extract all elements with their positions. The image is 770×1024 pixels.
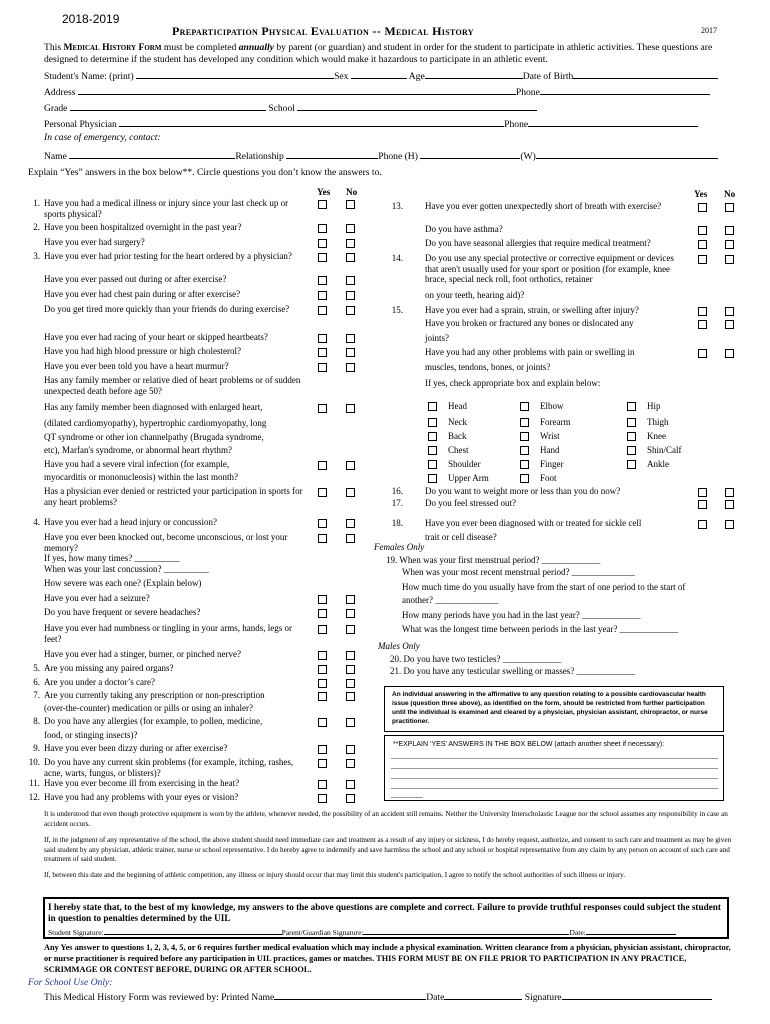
question-text: When was your last concussion? __________ bbox=[44, 564, 209, 574]
body-part-checkbox[interactable] bbox=[627, 446, 636, 455]
body-part-checkbox[interactable] bbox=[520, 432, 529, 441]
relationship-label: Relationship bbox=[235, 151, 284, 162]
yes-checkbox[interactable] bbox=[698, 320, 707, 329]
reviewer-signature-label: Signature bbox=[524, 992, 562, 1003]
question-text: Have you had a medical illness or injury since your last check up or sports physical? bbox=[44, 198, 289, 219]
question-number: 3. bbox=[33, 251, 40, 261]
explain-line[interactable] bbox=[391, 788, 718, 789]
no-checkbox[interactable] bbox=[346, 718, 355, 727]
period-cycle-answer: another? ______________ bbox=[402, 595, 499, 605]
body-part-checkbox[interactable] bbox=[428, 402, 437, 411]
yes-checkbox[interactable] bbox=[318, 276, 327, 285]
yes-checkbox[interactable] bbox=[318, 200, 327, 209]
no-checkbox[interactable] bbox=[725, 500, 734, 509]
no-checkbox[interactable] bbox=[346, 609, 355, 618]
review-date-field[interactable] bbox=[444, 990, 522, 1000]
no-checkbox[interactable] bbox=[346, 745, 355, 754]
question-text: Do you have frequent or severe headaches? bbox=[44, 607, 201, 617]
question-number: 1. bbox=[33, 198, 40, 208]
question-text: Have you ever had a seizure? bbox=[44, 593, 150, 603]
intro-form-name: Medical History Form bbox=[63, 42, 162, 53]
physician-phone-label: Phone bbox=[504, 119, 529, 130]
body-part-checkbox[interactable] bbox=[428, 432, 437, 441]
liability-paragraph: It is understood that even though protective equipment is worn by the athlete, whenever needed, the possibility of an accident still remains. Neither the University Interscholastic League nor the school assumes any responsibility in case an accident occurs. bbox=[44, 810, 728, 828]
school-use-heading: For School Use Only: bbox=[28, 977, 113, 988]
dob-label: Date of Birth bbox=[522, 71, 574, 82]
yes-checkbox[interactable] bbox=[318, 595, 327, 604]
reviewer-row bbox=[44, 990, 712, 1003]
question-number: 7. bbox=[33, 690, 40, 700]
body-part-label: Head bbox=[448, 401, 467, 411]
yes-checkbox[interactable] bbox=[318, 609, 327, 618]
question-text: Have you had any problems with your eyes or vision? bbox=[44, 792, 239, 802]
phone-field[interactable] bbox=[540, 85, 710, 95]
question-text: on your teeth, hearing aid)? bbox=[425, 290, 525, 300]
left-no-header: No bbox=[346, 187, 358, 197]
question-number: 2. bbox=[33, 222, 40, 232]
first-period-question: 19. When was your first menstrual period? _____________ bbox=[386, 555, 601, 565]
body-part-checkbox[interactable] bbox=[428, 474, 437, 483]
no-checkbox[interactable] bbox=[346, 334, 355, 343]
clearance-requirement: Any Yes answer to questions 1, 2, 3, 4, 5, or 6 requires further medical evaluation which may include a physical examination. Written clearance from a physician, physician assistant, chiropractor, or nurse practitioner is required before any participation in UIL practices, games or matches. THIS FORM MUST BE ON FILE PRIOR TO PARTICIPATION IN ANY PRACTICE, SCRIMMAGE OR CONTEST BEFORE, DURING OR AFTER SCHOOL. bbox=[44, 943, 731, 974]
question-number: 9. bbox=[33, 743, 40, 753]
question-number: 12. bbox=[28, 792, 40, 802]
body-part-checkbox[interactable] bbox=[428, 460, 437, 469]
question-text: Have you ever had chest pain during or after exercise? bbox=[44, 289, 241, 299]
physician-field[interactable] bbox=[119, 117, 504, 127]
physician-phone-field[interactable] bbox=[528, 117, 698, 127]
yes-checkbox[interactable] bbox=[318, 291, 327, 300]
question-text: Have you ever been dizzy during or after exercise? bbox=[44, 743, 228, 753]
yes-checkbox[interactable] bbox=[318, 224, 327, 233]
phone-label: Phone bbox=[515, 87, 540, 98]
left-yes-header: Yes bbox=[317, 187, 331, 197]
no-checkbox[interactable] bbox=[346, 276, 355, 285]
question-text: etc), Marfan's syndrome, or abnormal heart rhythm? bbox=[44, 445, 233, 455]
emergency-info-row bbox=[44, 149, 718, 163]
school-year: 2018-2019 bbox=[62, 12, 120, 26]
no-checkbox[interactable] bbox=[346, 461, 355, 470]
student-name-label: Student's Name: (print) bbox=[44, 71, 134, 82]
no-checkbox[interactable] bbox=[346, 253, 355, 262]
contact-name-field[interactable] bbox=[69, 149, 235, 159]
student-info-row-2 bbox=[44, 85, 710, 99]
no-checkbox[interactable] bbox=[725, 203, 734, 212]
relationship-field[interactable] bbox=[286, 149, 378, 159]
question-text: Do you have any current skin problems (for example, itching, rashes, acne, warts, fungus, or blisters)? bbox=[44, 757, 294, 778]
no-checkbox[interactable] bbox=[346, 759, 355, 768]
intro-text: by parent (or guardian) and student in order for the student to participate in athletic activities. These questions are designed to determine if the student has developed any condition which would make it hazardous to participate in an athletic event. bbox=[44, 42, 713, 65]
no-checkbox[interactable] bbox=[346, 200, 355, 209]
yes-checkbox[interactable] bbox=[318, 461, 327, 470]
period-cycle-question: How much time do you usually have from the start of one period to the start of bbox=[402, 582, 686, 592]
yes-checkbox[interactable] bbox=[698, 349, 707, 358]
no-checkbox[interactable] bbox=[346, 239, 355, 248]
question-text: joints? bbox=[425, 333, 449, 343]
no-checkbox[interactable] bbox=[346, 692, 355, 701]
body-part-label: Shoulder bbox=[448, 459, 481, 469]
body-part-checkbox[interactable] bbox=[520, 402, 529, 411]
question-text: Have you ever had racing of your heart or skipped heartbeats? bbox=[44, 332, 268, 342]
body-part-checkbox[interactable] bbox=[520, 460, 529, 469]
no-checkbox[interactable] bbox=[346, 224, 355, 233]
question-text: myocarditis or mononucleosis) within the last month? bbox=[44, 472, 238, 482]
explain-yes-answers-box[interactable] bbox=[384, 735, 724, 801]
yes-checkbox[interactable] bbox=[698, 255, 707, 264]
no-checkbox[interactable] bbox=[346, 306, 355, 315]
intro-paragraph bbox=[44, 42, 729, 66]
question-text: Are you under a doctor’s care? bbox=[44, 677, 156, 687]
no-checkbox[interactable] bbox=[725, 520, 734, 529]
student-info-row-4 bbox=[44, 117, 698, 131]
dob-field[interactable] bbox=[573, 69, 718, 79]
question-text: Do you want to weight more or less than you do now? bbox=[425, 486, 621, 496]
reviewer-signature-field[interactable] bbox=[562, 990, 712, 1000]
yes-checkbox[interactable] bbox=[318, 679, 327, 688]
question-number: 13. bbox=[391, 201, 403, 211]
body-part-checkbox[interactable] bbox=[520, 474, 529, 483]
notification-paragraph: If, between this date and the beginning of athletic competition, any illness or injury should occur that may limit this student's participation, I agree to notify the school authorities of such illness or injury. bbox=[44, 871, 626, 879]
reviewer-name-label: This Medical History Form was reviewed by: Printed Name bbox=[44, 992, 275, 1003]
yes-checkbox[interactable] bbox=[698, 240, 707, 249]
signature-row bbox=[48, 927, 676, 937]
yes-checkbox[interactable] bbox=[318, 692, 327, 701]
yes-checkbox[interactable] bbox=[318, 745, 327, 754]
question-text: Has any family member been diagnosed with enlarged heart, bbox=[44, 402, 263, 412]
question-text: Have you ever passed out during or after exercise? bbox=[44, 274, 227, 284]
periods-last-year-question: How many periods have you had in the last year? _____________ bbox=[402, 610, 641, 620]
right-yes-header: Yes bbox=[694, 189, 708, 199]
home-phone-label: Phone (H) bbox=[378, 151, 418, 162]
question-text: Have you ever had a head injury or concussion? bbox=[44, 517, 217, 527]
age-field[interactable] bbox=[425, 69, 523, 79]
question-text: Do you have asthma? bbox=[425, 224, 503, 234]
no-checkbox[interactable] bbox=[346, 534, 355, 543]
intro-text: must be completed bbox=[161, 42, 239, 53]
explain-box-heading: **EXPLAIN ‘YES’ ANSWERS IN THE BOX BELOW (attach another sheet if necessary): bbox=[393, 741, 665, 748]
question-text: Do you use any special protective or corrective equipment or devices that aren't usually used for your sport or position (for example, knee brace, special neck roll, foot orthotics, retainer bbox=[425, 253, 674, 284]
body-part-label: Elbow bbox=[540, 401, 564, 411]
date-label: Date: bbox=[569, 928, 586, 937]
yes-checkbox[interactable] bbox=[318, 519, 327, 528]
question-text: Have you ever been diagnosed with or treated for sickle cell bbox=[425, 518, 642, 528]
body-part-checkbox[interactable] bbox=[627, 402, 636, 411]
question-number: 16. bbox=[391, 486, 403, 496]
sex-label: Sex bbox=[334, 71, 349, 82]
females-only-heading: Females Only bbox=[374, 542, 425, 552]
student-signature-field[interactable] bbox=[104, 927, 282, 935]
no-checkbox[interactable] bbox=[346, 651, 355, 660]
body-part-label: Hip bbox=[647, 401, 661, 411]
sex-field[interactable] bbox=[351, 69, 407, 79]
question-number: 18. bbox=[391, 518, 403, 528]
body-part-label: Thigh bbox=[647, 417, 669, 427]
two-testicles-question: 20. Do you have two testicles? _____________ bbox=[390, 654, 562, 664]
body-part-label: Chest bbox=[448, 445, 469, 455]
explain-line[interactable] bbox=[391, 778, 718, 779]
yes-checkbox[interactable] bbox=[318, 253, 327, 262]
yes-checkbox[interactable] bbox=[698, 226, 707, 235]
yes-checkbox[interactable] bbox=[318, 665, 327, 674]
question-number: 5. bbox=[33, 663, 40, 673]
body-part-checkbox[interactable] bbox=[520, 418, 529, 427]
cardiovascular-warning-box: An individual answering in the affirmative to any question relating to a possible cardiovascular health issue (question three above), as identified on the form, should be restricted from further participation until the individual is examined and cleared by a physician, physician assistant, chiropractor, or nurse practitioner. bbox=[384, 686, 724, 732]
question-number: 10. bbox=[28, 757, 40, 767]
review-date-label: Date bbox=[426, 992, 445, 1003]
yes-checkbox[interactable] bbox=[318, 404, 327, 413]
parent-signature-label: Parent/Guardian Signature: bbox=[281, 928, 364, 937]
body-part-checkbox[interactable] bbox=[627, 432, 636, 441]
contact-name-label: Name bbox=[44, 151, 67, 162]
question-number: 4. bbox=[33, 517, 40, 527]
question-text: Do you have seasonal allergies that require medical treatment? bbox=[425, 238, 651, 248]
question-text: If yes, check appropriate box and explain below: bbox=[425, 378, 601, 388]
question-text: Do you feel stressed out? bbox=[425, 498, 516, 508]
consent-paragraph: If, in the judgment of any representative of the school, the above student should need immediate care and treatment as a result of any injury or sickness, I do hereby request, authorize, and consent to such care and treatment as may be given said student by any physician, athletic trainer, nurse or school representative. I do hereby agree to indemnify and save harmless the school and any school or hospital representative from any claim by any person on account of such care and treatment of said student. bbox=[44, 836, 732, 863]
yes-checkbox[interactable] bbox=[698, 307, 707, 316]
yes-checkbox[interactable] bbox=[318, 488, 327, 497]
yes-checkbox[interactable] bbox=[318, 306, 327, 315]
student-info-row-3 bbox=[44, 101, 537, 115]
student-name-field[interactable] bbox=[136, 69, 334, 79]
body-part-checkbox[interactable] bbox=[428, 446, 437, 455]
page-title: Preparticipation Physical Evaluation -- Medical History bbox=[172, 24, 474, 38]
question-text: Have you ever had a stinger, burner, or pinched nerve? bbox=[44, 649, 241, 659]
reviewer-name-field[interactable] bbox=[274, 990, 426, 1000]
question-text: (dilated cardiomyopathy), hypertrophic cardiomyopathy, long bbox=[44, 418, 267, 428]
body-part-label: Hand bbox=[540, 445, 560, 455]
student-info-row-1 bbox=[44, 69, 718, 83]
question-text: Do you have any allergies (for example, to pollen, medicine, bbox=[44, 716, 263, 726]
question-text: Have you ever had prior testing for the heart ordered by a physician? bbox=[44, 251, 292, 261]
question-number: 14. bbox=[391, 253, 403, 263]
yes-checkbox[interactable] bbox=[318, 348, 327, 357]
no-checkbox[interactable] bbox=[346, 519, 355, 528]
date-field[interactable] bbox=[586, 927, 676, 935]
question-text: Have you had any other problems with pain or swelling in bbox=[425, 347, 635, 357]
no-checkbox[interactable] bbox=[346, 679, 355, 688]
no-checkbox[interactable] bbox=[725, 240, 734, 249]
address-field[interactable] bbox=[78, 85, 516, 95]
yes-checkbox[interactable] bbox=[698, 203, 707, 212]
no-checkbox[interactable] bbox=[725, 349, 734, 358]
no-checkbox[interactable] bbox=[346, 348, 355, 357]
work-phone-label: (W) bbox=[520, 151, 536, 162]
body-part-label: Upper Arm bbox=[448, 473, 489, 483]
certification-box bbox=[43, 897, 729, 939]
question-text: Have you ever had surgery? bbox=[44, 237, 145, 247]
body-part-label: Shin/Calf bbox=[647, 445, 682, 455]
emergency-contact-label: In case of emergency, contact: bbox=[44, 132, 161, 143]
explain-line[interactable] bbox=[391, 768, 718, 769]
no-checkbox[interactable] bbox=[346, 291, 355, 300]
yes-checkbox[interactable] bbox=[318, 718, 327, 727]
yes-checkbox[interactable] bbox=[318, 625, 327, 634]
address-label: Address bbox=[44, 87, 76, 98]
question-text: QT syndrome or other ion channelpathy (Brugada syndrome, bbox=[44, 432, 264, 442]
body-part-label: Foot bbox=[540, 473, 557, 483]
student-signature-label: Student Signature: bbox=[48, 928, 104, 937]
question-text: How severe was each one? (Explain below) bbox=[44, 578, 202, 588]
physician-label: Personal Physician bbox=[44, 119, 117, 130]
no-checkbox[interactable] bbox=[346, 780, 355, 789]
body-part-label: Neck bbox=[448, 417, 467, 427]
no-checkbox[interactable] bbox=[725, 226, 734, 235]
no-checkbox[interactable] bbox=[725, 255, 734, 264]
testicular-swelling-question: 21. Do you have any testicular swelling or masses? _____________ bbox=[390, 666, 635, 676]
yes-checkbox[interactable] bbox=[318, 780, 327, 789]
recent-period-question: When was your most recent menstrual period? ______________ bbox=[402, 567, 635, 577]
parent-signature-field[interactable] bbox=[363, 927, 569, 935]
certification-statement: I hereby state that, to the best of my knowledge, my answers to the above questions are complete and correct. Failure to provide truthful responses could subject the student in question to penalties determined by the UIL bbox=[48, 902, 721, 923]
question-text: Have you broken or fractured any bones or dislocated any bbox=[425, 318, 634, 328]
body-part-label: Back bbox=[448, 431, 467, 441]
home-phone-field[interactable] bbox=[420, 149, 520, 159]
longest-between-periods-question: What was the longest time between periods in the last year? _____________ bbox=[402, 624, 679, 634]
yes-checkbox[interactable] bbox=[318, 334, 327, 343]
no-checkbox[interactable] bbox=[346, 363, 355, 372]
explain-instruction: Explain “Yes” answers in the box below**. Circle questions you don’t know the answers to. bbox=[28, 167, 382, 178]
explain-line[interactable] bbox=[391, 797, 423, 798]
yes-checkbox[interactable] bbox=[318, 239, 327, 248]
yes-checkbox[interactable] bbox=[318, 534, 327, 543]
question-text: muscles, tendons, bones, or joints? bbox=[425, 362, 551, 372]
yes-checkbox[interactable] bbox=[318, 759, 327, 768]
question-text: Are you currently taking any prescription or non-prescription bbox=[44, 690, 265, 700]
yes-checkbox[interactable] bbox=[698, 500, 707, 509]
no-checkbox[interactable] bbox=[346, 595, 355, 604]
question-text: Do you get tired more quickly than your friends do during exercise? bbox=[44, 304, 290, 314]
no-checkbox[interactable] bbox=[725, 488, 734, 497]
question-text: If yes, how many times? __________ bbox=[44, 553, 180, 563]
body-part-checkbox[interactable] bbox=[627, 460, 636, 469]
yes-checkbox[interactable] bbox=[318, 794, 327, 803]
grade-label: Grade bbox=[44, 103, 68, 114]
age-label: Age bbox=[408, 71, 425, 82]
explain-line[interactable] bbox=[391, 758, 718, 759]
question-text: Have you had a severe viral infection (for example, bbox=[44, 459, 230, 469]
question-text: food, or stinging insects)? bbox=[44, 730, 138, 740]
body-part-label: Wrist bbox=[540, 431, 560, 441]
yes-checkbox[interactable] bbox=[698, 488, 707, 497]
question-text: Has any family member or relative died of heart problems or of sudden unexpected death before age 50? bbox=[44, 375, 301, 396]
question-text: Have you been hospitalized overnight in the past year? bbox=[44, 222, 242, 232]
question-text: Has a physician ever denied or restricted your participation in sports for any heart problems? bbox=[44, 486, 303, 507]
right-no-header: No bbox=[724, 189, 736, 199]
question-number: 15. bbox=[391, 305, 403, 315]
body-part-label: Ankle bbox=[647, 459, 669, 469]
intro-text: This bbox=[44, 42, 64, 53]
yes-checkbox[interactable] bbox=[318, 363, 327, 372]
body-part-label: Knee bbox=[647, 431, 666, 441]
revision-year: 2017 bbox=[701, 26, 717, 35]
question-text: Have you ever been knocked out, become unconscious, or lost your memory? bbox=[44, 532, 288, 553]
body-part-label: Finger bbox=[540, 459, 564, 469]
question-text: (over-the-counter) medication or pills or using an inhaler? bbox=[44, 703, 253, 713]
body-part-checkbox[interactable] bbox=[520, 446, 529, 455]
question-number: 8. bbox=[33, 716, 40, 726]
no-checkbox[interactable] bbox=[346, 404, 355, 413]
question-text: Have you had high blood pressure or high cholesterol? bbox=[44, 346, 241, 356]
question-text: Have you ever had numbness or tingling in your arms, hands, legs or feet? bbox=[44, 623, 292, 644]
intro-annually: annually bbox=[238, 42, 274, 53]
question-text: Have you ever had a sprain, strain, or swelling after injury? bbox=[425, 305, 639, 315]
question-text: trait or cell disease? bbox=[425, 532, 497, 542]
males-only-heading: Males Only bbox=[378, 641, 420, 651]
school-label: School bbox=[268, 103, 295, 114]
question-text: Are you missing any paired organs? bbox=[44, 663, 174, 673]
body-part-checkbox[interactable] bbox=[428, 418, 437, 427]
body-part-checkbox[interactable] bbox=[627, 418, 636, 427]
no-checkbox[interactable] bbox=[346, 625, 355, 634]
no-checkbox[interactable] bbox=[346, 488, 355, 497]
question-text: Have you ever been told you have a heart murmur? bbox=[44, 361, 229, 371]
no-checkbox[interactable] bbox=[725, 320, 734, 329]
school-field[interactable] bbox=[297, 101, 537, 111]
body-part-label: Forearm bbox=[540, 417, 571, 427]
question-number: 11. bbox=[29, 778, 40, 788]
grade-field[interactable] bbox=[70, 101, 266, 111]
question-number: 6. bbox=[33, 677, 40, 687]
yes-checkbox[interactable] bbox=[318, 651, 327, 660]
yes-checkbox[interactable] bbox=[698, 520, 707, 529]
no-checkbox[interactable] bbox=[346, 665, 355, 674]
no-checkbox[interactable] bbox=[346, 794, 355, 803]
question-number: 17. bbox=[391, 498, 403, 508]
question-text: Have you ever gotten unexpectedly short of breath with exercise? bbox=[425, 201, 662, 211]
question-text: Have you ever become ill from exercising in the heat? bbox=[44, 778, 240, 788]
work-phone-field[interactable] bbox=[536, 149, 718, 159]
no-checkbox[interactable] bbox=[725, 307, 734, 316]
